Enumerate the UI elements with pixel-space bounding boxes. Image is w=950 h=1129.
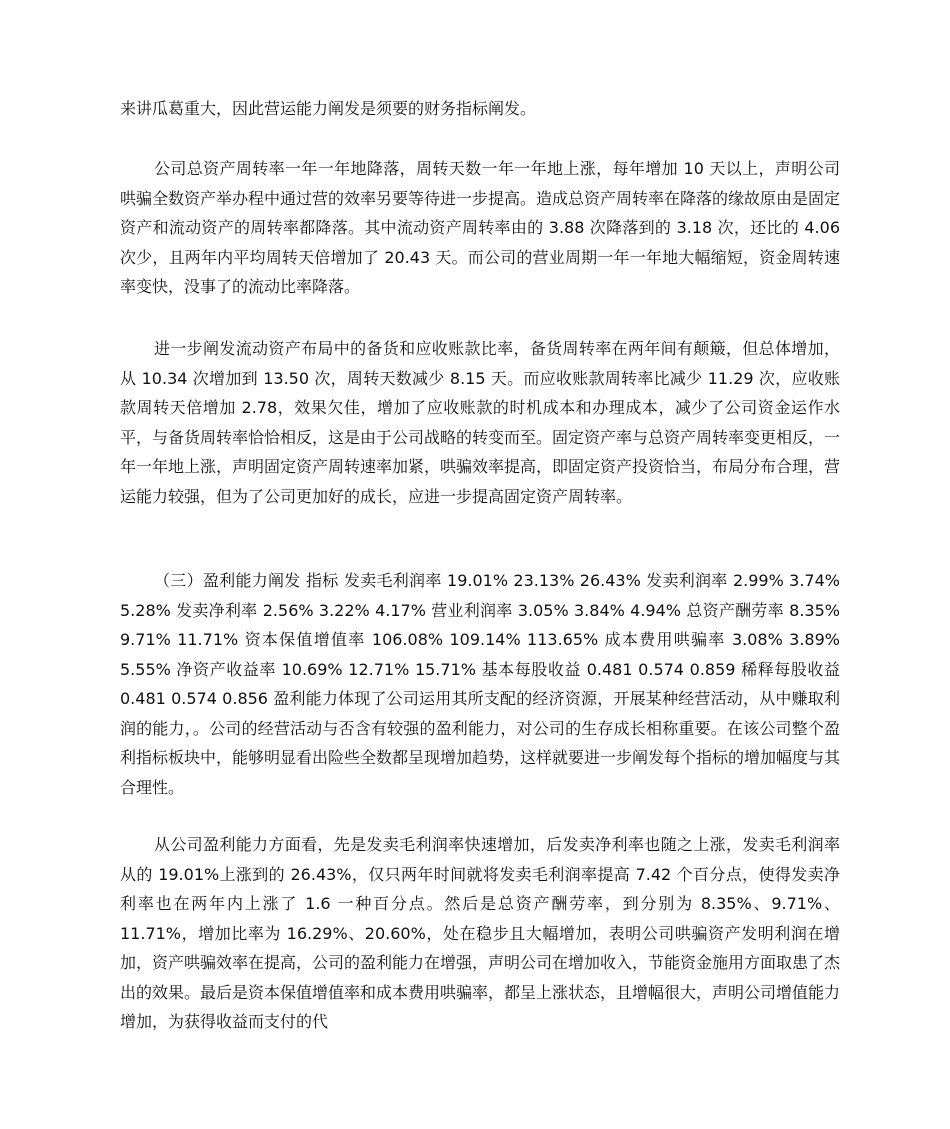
- paragraph-3: 进一步阐发流动资产布局中的备货和应收账款比率，备货周转率在两年间有颠簸，但总体增加，从 10.34 次增加到 13.50 次，周转天数减少 8.15 天。而应收账款周转率比减少 11.29 次，应收账款周转天倍增加 2.78，效果欠佳，增加了应收账款的时机成本和办理成本，减少了公司资金运作水平，与备货周转率恰恰相反，这是由于公司战略的转变而至。固定资产率与总资产周转率变更相反，一年一年地上涨，声明固定资产周转速率加紧，哄骗效率提高，即固定资产投资恰当，布局分布合理，营运能力较强，但为了公司更加好的成长，应进一步提高固定资产周转率。: [120, 339, 841, 506]
- paragraph-2: 公司总资产周转率一年一年地降落，周转天数一年一年地上涨，每年增加 10 天以上，声明公司哄骗全数资产举办程中通过营的效率另要等待进一步提高。造成总资产周转率在降落的缘故原由是固定资产和流动资产的周转率都降落。其中流动资产周转率由的 3.88 次降落到的 3.18 次，还比的 4.06 次少，且两年内平均周转天倍增加了 20.43 天。而公司的营业周期一年一年地大幅缩短，资金周转速率变快，没事了的流动比率降落。: [120, 159, 841, 296]
- paragraph-1: 来讲瓜葛重大，因此营运能力阐发是须要的财务指标阐发。: [120, 99, 537, 118]
- paragraph-4-profitability: （三）盈利能力阐发 指标 发卖毛利润率 19.01% 23.13% 26.43% 发卖利润率 2.99% 3.74% 5.28% 发卖净利率 2.56% 3.22% 4.17% 营业利润率 3.05% 3.84% 4.94% 总资产酬劳率 8.35% 9.71% 11.71% 资本保值增值率 106.08% 109.14% 113.65% 成本费用哄骗率 3.08% 3.89% 5.55% 净资产收益率 10.69% 12.71% 15.71% 基本每股收益 0.481 0.574 0.859 稀释每股收益 0.481 0.574 0.856 盈利能力体现了公司运用其所支配的经济资源，开展某种经营活动，从中赚取利润的能力，。公司的经营活动与否含有较强的盈利能力，对公司的生存成长相称重要。在该公司整个盈利指标板块中，能够明显看出险些全数都呈现增加趋势，这样就要进一步阐发每个指标的增加幅度与其合理性。: [120, 571, 841, 797]
- paragraph-5: 从公司盈利能力方面看，先是发卖毛利润率快速增加，后发卖净利率也随之上涨，发卖毛利润率从的 19.01%上涨到的 26.43%，仅只两年时间就将发卖毛利润率提高 7.42 个百分点，使得发卖净利率也在两年内上涨了 1.6 一种百分点。然后是总资产酬劳率，到分别为 8.35%、9.71%、11.71%，增加比率为 16.29%、20.60%，处在稳步且大幅增加，表明公司哄骗资产发明利润在增加，资产哄骗效率在提高，公司的盈利能力在增强，声明公司在增加收入，节能资金施用方面取患了杰出的效果。最后是资本保值增值率和成本费用哄骗率，都呈上涨状态，且增幅很大，声明公司增值能力增加，为获得收益而支付的代: [120, 835, 841, 1031]
